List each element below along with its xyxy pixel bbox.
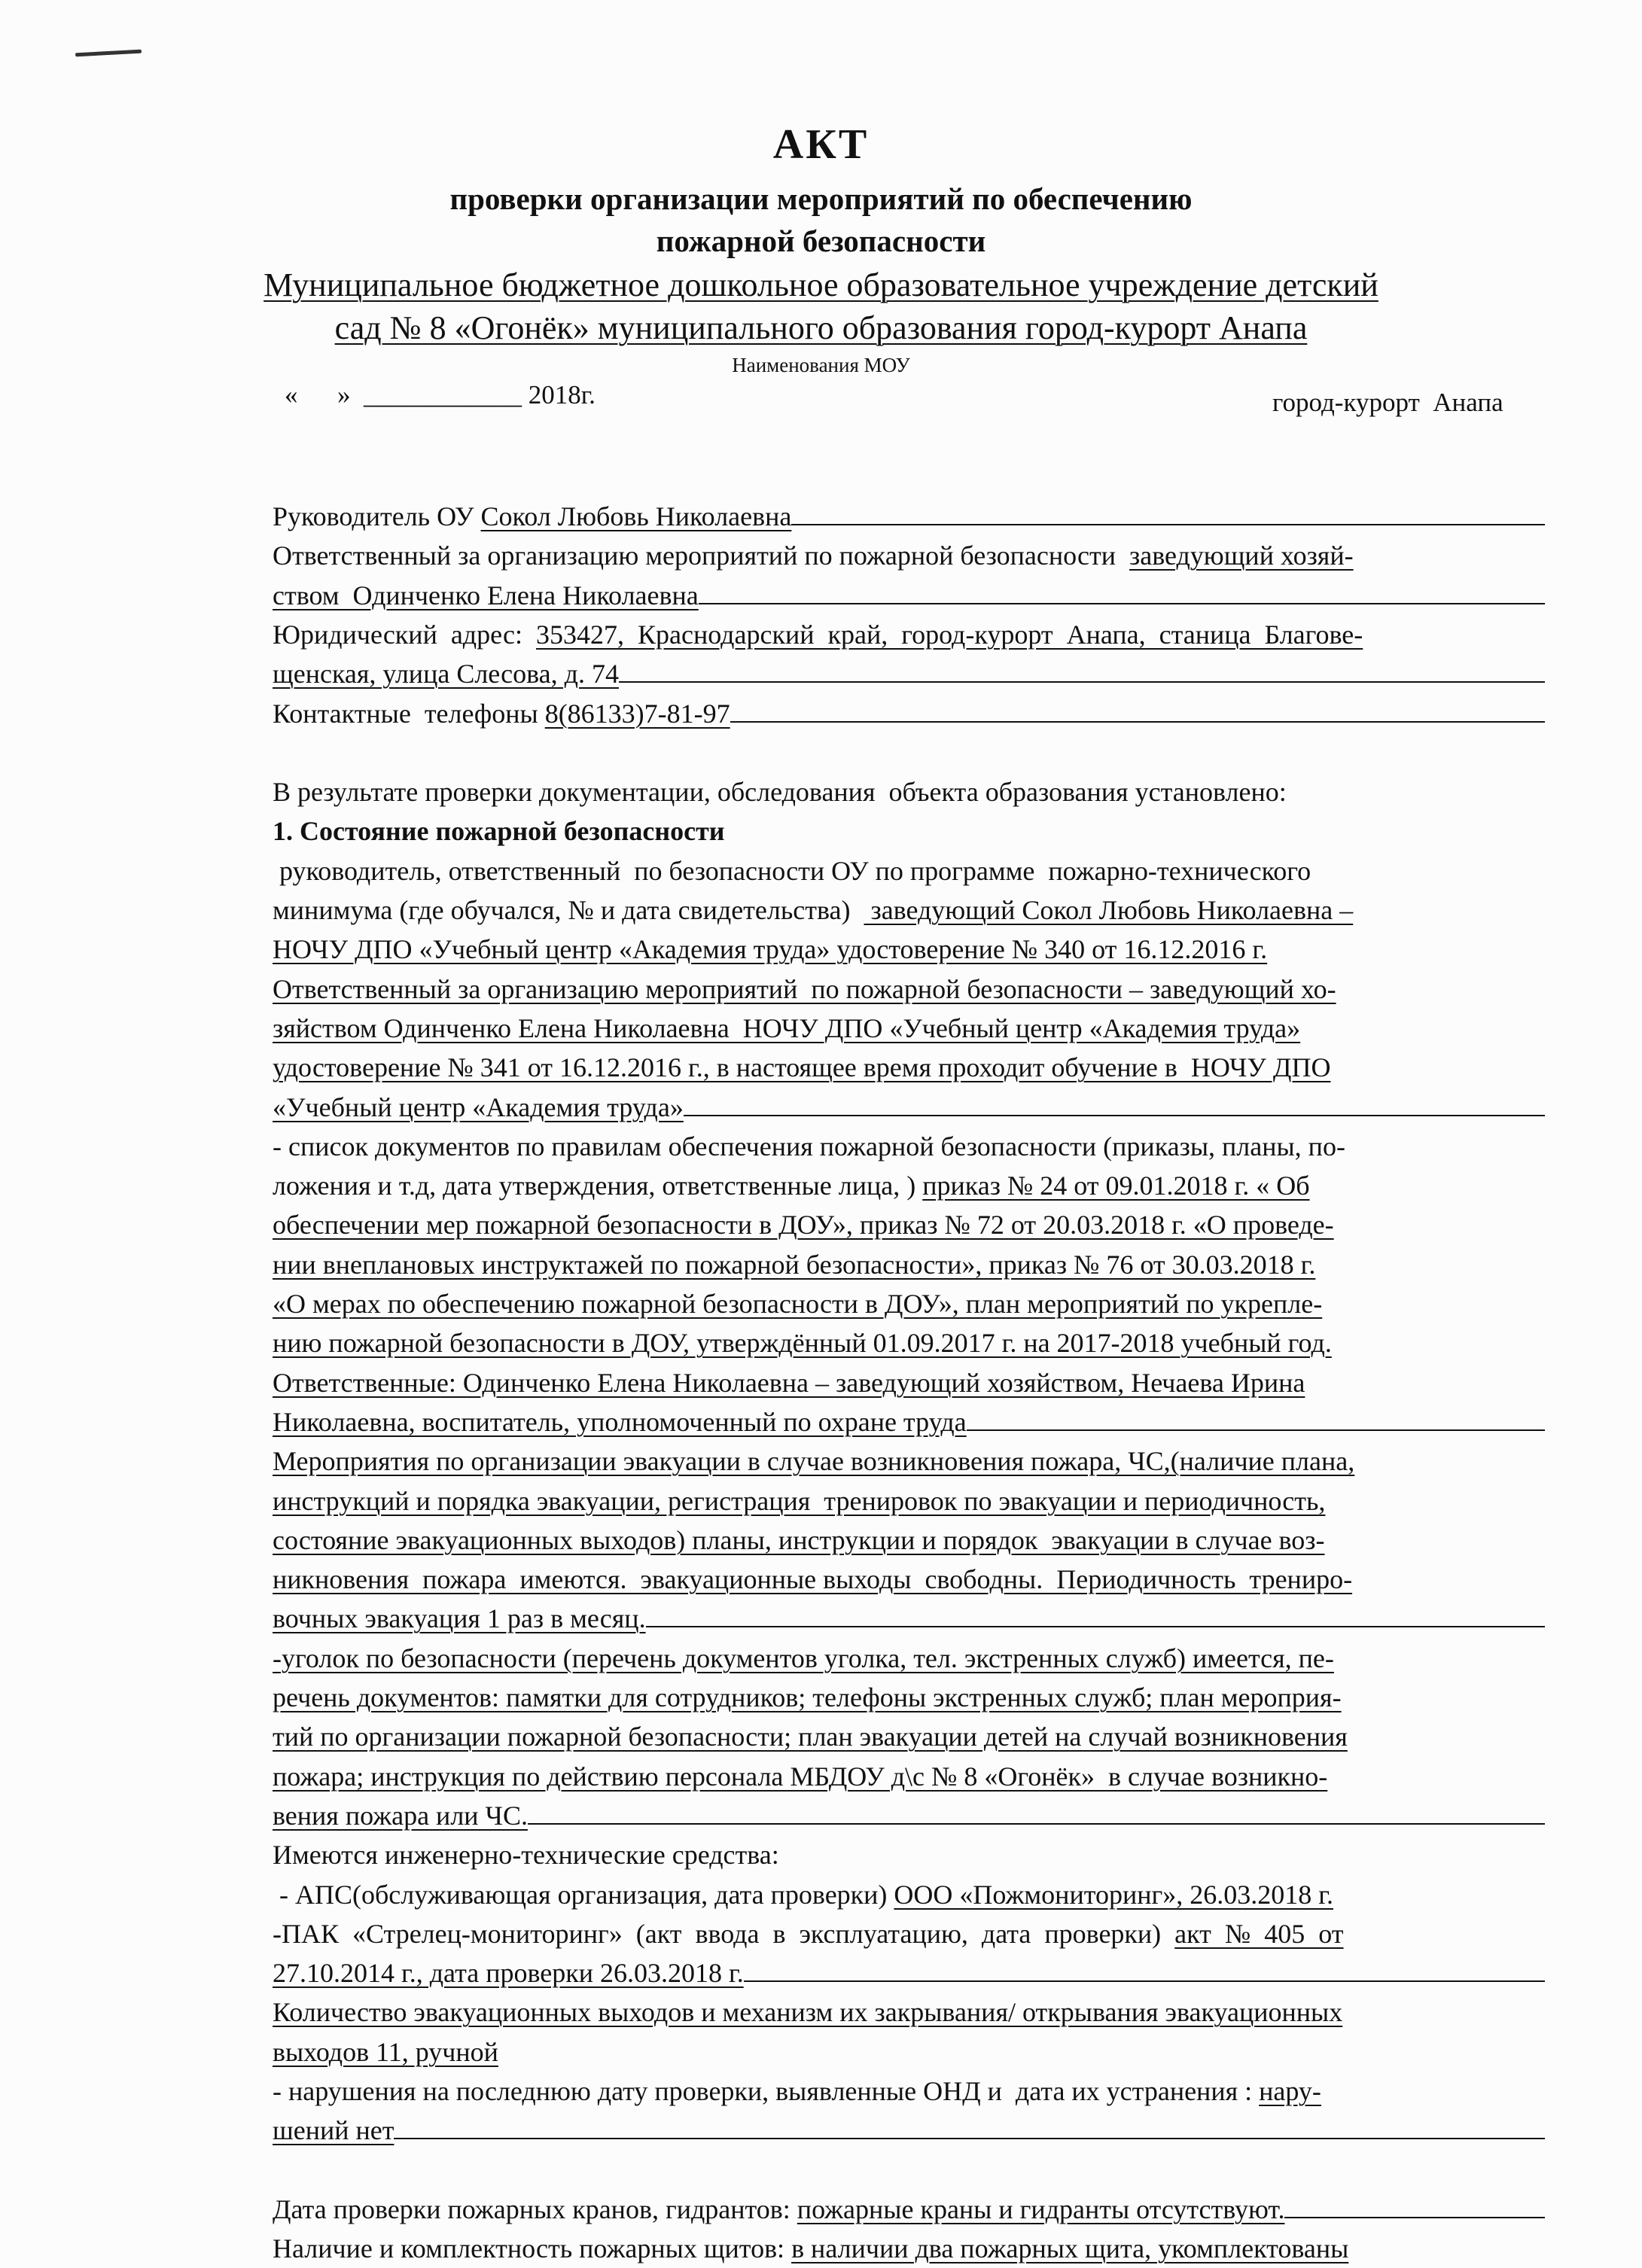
scan-mark — [75, 50, 142, 57]
filled-value: заведующий Сокол Любовь Николаевна – — [864, 895, 1354, 925]
filled-value: 353427, Краснодарский край, город-курорт Анапа, станица Благове- — [535, 619, 1363, 650]
body-line — [273, 1048, 1552, 1087]
body-line — [273, 1402, 1552, 1441]
filled-value: удостоверение № 341 от 16.12.2016 г., в настоящее время проходит обучение в НОЧУ ДПО — [273, 1052, 1331, 1083]
doc-city: город-курорт Анапа — [1272, 388, 1503, 417]
filled-value: выходов 11, ручной — [273, 2036, 498, 2067]
filled-value: состояние эвакуационных выходов) планы, инструкции и порядок эвакуации в случае воз- — [273, 1524, 1325, 1555]
body-line — [273, 615, 1552, 654]
line-text: руководитель, ответственный по безопасности ОУ по программе пожарно-технического — [273, 855, 1311, 886]
body-line — [273, 536, 1552, 575]
filled-value: Сокол Любовь Николаевна — [480, 501, 792, 531]
body-line — [273, 1757, 1552, 1796]
line-text: Юридический адрес: — [273, 619, 536, 650]
filled-value: «Учебный центр «Академия труда» — [273, 1091, 684, 1122]
filled-value: щенская, улица Слесова, д. 74 — [273, 659, 619, 690]
filled-value: нию пожарной безопасности в ДОУ, утверждённый 01.09.2017 г. на 2017-2018 учебный год. — [273, 1328, 1332, 1359]
blank-fill-line — [791, 521, 1545, 525]
body-line — [273, 890, 1552, 930]
org-name-line1-text: Муниципальное бюджетное дошкольное образовательное учреждение детский — [264, 266, 1378, 303]
line-text: ложения и т.д, дата утверждения, ответственные лица, ) — [273, 1171, 923, 1201]
filled-value: речень документов: памятки для сотрудников; телефоны экстренных служб; план мероприя- — [273, 1682, 1342, 1712]
body-line — [273, 1009, 1552, 1048]
doc-title: АКТ — [772, 121, 870, 168]
filled-value: обеспечении мер пожарной безопасности в ДОУ», приказ № 72 от 20.03.2018 г. «О проведе- — [273, 1210, 1334, 1241]
doc-date: « » ____________ 2018г. — [285, 380, 596, 409]
line-text: Наличие и комплектность пожарных щитов: — [273, 2233, 792, 2264]
filled-value: пожара; инструкция по действию персонала МБДОУ д\с № 8 «Огонёк» в случае возникно- — [273, 1761, 1328, 1792]
body-line — [273, 1441, 1552, 1481]
body-line — [273, 1205, 1552, 1244]
body-line — [273, 654, 1552, 693]
filled-value: нару- — [1259, 2076, 1321, 2106]
body-line — [273, 576, 1552, 615]
blank-fill-line — [646, 1623, 1545, 1627]
filled-value: шений нет — [273, 2115, 395, 2146]
line-text: Дата проверки пожарных кранов, гидрантов: — [273, 2193, 797, 2224]
section-heading: 1. Состояние пожарной безопасности — [273, 816, 725, 847]
doc-subtitle-line1: проверки организации мероприятий по обеспечению — [449, 181, 1193, 216]
blank-fill-line — [730, 718, 1545, 723]
filled-value: акт № 405 от — [1174, 1918, 1344, 1949]
body-line — [273, 2072, 1552, 2111]
body-line — [273, 1953, 1552, 1992]
filled-value: никновения пожара имеются. эвакуационные выходы свободны. Периодичность трениро- — [273, 1564, 1353, 1595]
filled-value: приказ № 24 от 09.01.2018 г. « Об — [922, 1171, 1310, 1201]
filled-value: «О мерах по обеспечению пожарной безопасности в ДОУ», план мероприятий по укрепле- — [273, 1289, 1323, 1319]
body-line — [273, 2111, 1552, 2150]
body-line — [273, 2229, 1552, 2268]
filled-value: Николаевна, воспитатель, уполномоченный по охране труда — [273, 1406, 967, 1437]
line-text: - список документов по правилам обеспечения пожарной безопасности (приказы, планы, по- — [273, 1131, 1345, 1161]
body-line — [273, 2032, 1552, 2072]
filled-value: Мероприятия по организации эвакуации в случае возникновения пожара, ЧС,(наличие плана, — [273, 1446, 1355, 1477]
body-line — [273, 970, 1552, 1009]
filled-value: зяйством Одинченко Елена Николаевна НОЧУ ДПО «Учебный центр «Академия труда» — [273, 1012, 1301, 1043]
body-line — [273, 1521, 1552, 1560]
body-line — [273, 1481, 1552, 1521]
body-line — [273, 1875, 1552, 1914]
filled-value: пожарные краны и гидранты отсутствуют. — [797, 2193, 1285, 2224]
line-text: Имеются инженерно-технические средства: — [273, 1840, 779, 1871]
filled-value: вочных эвакуация 1 раз в месяц. — [273, 1603, 646, 1634]
line-text: Руководитель ОУ — [273, 501, 481, 531]
blank-fill-line — [699, 600, 1545, 604]
body-line — [273, 2190, 1552, 2229]
org-name-line2-text: сад № 8 «Огонёк» муниципального образования город-курорт Анапа — [334, 309, 1308, 346]
body-line — [273, 851, 1552, 890]
filled-value: заведующий хозяй- — [1129, 540, 1354, 571]
line-text: минимума (где обучался, № и дата свидетельства) — [273, 895, 864, 925]
filled-value: в наличии два пожарных щита, укомплектованы — [791, 2233, 1349, 2264]
body-line — [273, 930, 1552, 969]
body-line — [273, 1560, 1552, 1599]
filled-value: тий по организации пожарной безопасности; план эвакуации детей на случай возникновения — [273, 1722, 1348, 1752]
blank-fill-line — [684, 1112, 1545, 1116]
line-text: Контактные телефоны — [273, 698, 545, 729]
body-line — [273, 1088, 1552, 1127]
org-name-line2 — [0, 309, 1642, 347]
body-line — [273, 1363, 1552, 1402]
body-line — [273, 1284, 1552, 1323]
filled-value: инструкций и порядка эвакуации, регистрация тренировок по эвакуации и периодичность, — [273, 1485, 1326, 1516]
body-line — [273, 1323, 1552, 1362]
body-line — [273, 1796, 1552, 1835]
doc-subtitle-line2: пожарной безопасности — [656, 224, 986, 258]
blank-fill-line — [528, 1820, 1545, 1825]
body-line — [273, 1245, 1552, 1284]
body-line — [273, 1914, 1552, 1953]
line-text: - нарушения на последнюю дату проверки, выявленные ОНД и дата их устранения : — [273, 2076, 1260, 2106]
blank-fill-line — [619, 678, 1545, 683]
filled-value: Ответственный за организацию мероприятий по пожарной безопасности – заведующий хо- — [273, 973, 1336, 1004]
body-line — [273, 1678, 1552, 1717]
blank-fill-line — [394, 2135, 1545, 2139]
body-line — [273, 1835, 1552, 1874]
filled-value: вения пожара или ЧС. — [273, 1800, 528, 1831]
body-line — [273, 811, 1552, 851]
line-text: Ответственный за организацию мероприятий по пожарной безопасности — [273, 540, 1129, 571]
body-line — [273, 1166, 1552, 1205]
line-text: - АПС(обслуживающая организация, дата проверки) — [273, 1879, 894, 1910]
org-caption: Наименования МОУ — [732, 354, 910, 376]
filled-value: Ответственные: Одинченко Елена Николаевна – заведующий хозяйством, Нечаева Ирина — [273, 1367, 1305, 1398]
body-line — [273, 1639, 1552, 1678]
filled-value: ООО «Пожмониторинг», 26.03.2018 г. — [894, 1879, 1333, 1910]
filled-value: НОЧУ ДПО «Учебный центр «Академия труда» удостоверение № 340 от 16.12.2016 г. — [273, 934, 1268, 965]
body-line — [273, 1992, 1552, 2032]
line-text: -ПАК «Стрелец-мониторинг» (акт ввода в эксплуатацию, дата проверки) — [273, 1918, 1175, 1949]
org-name-line1 — [0, 266, 1642, 304]
blank-fill-line — [967, 1426, 1545, 1431]
body-line — [273, 1717, 1552, 1756]
blank-fill-line — [1284, 2214, 1545, 2218]
body-line — [273, 497, 1552, 536]
filled-value: нии внеплановых инструктажей по пожарной безопасности», приказ № 76 от 30.03.2018 г. — [273, 1249, 1316, 1280]
body-line — [273, 694, 1552, 733]
filled-value: 27.10.2014 г., дата проверки 26.03.2018 г. — [273, 1958, 744, 1989]
line-text: В результате проверки документации, обследования объекта образования установлено: — [273, 777, 1287, 808]
body-line — [273, 772, 1552, 811]
filled-value: 8(86133)7-81-97 — [544, 698, 730, 729]
filled-value: Количество эвакуационных выходов и механизм их закрывания/ открывания эвакуационных — [273, 1997, 1343, 2028]
body-line — [273, 1599, 1552, 1638]
blank-fill-line — [744, 1977, 1545, 1982]
filled-value: -уголок по безопасности (перечень документов уголка, тел. экстренных служб) имеется, пе- — [273, 1642, 1334, 1673]
filled-value: ством Одинченко Елена Николаевна — [273, 580, 699, 610]
body-line — [273, 1127, 1552, 1166]
